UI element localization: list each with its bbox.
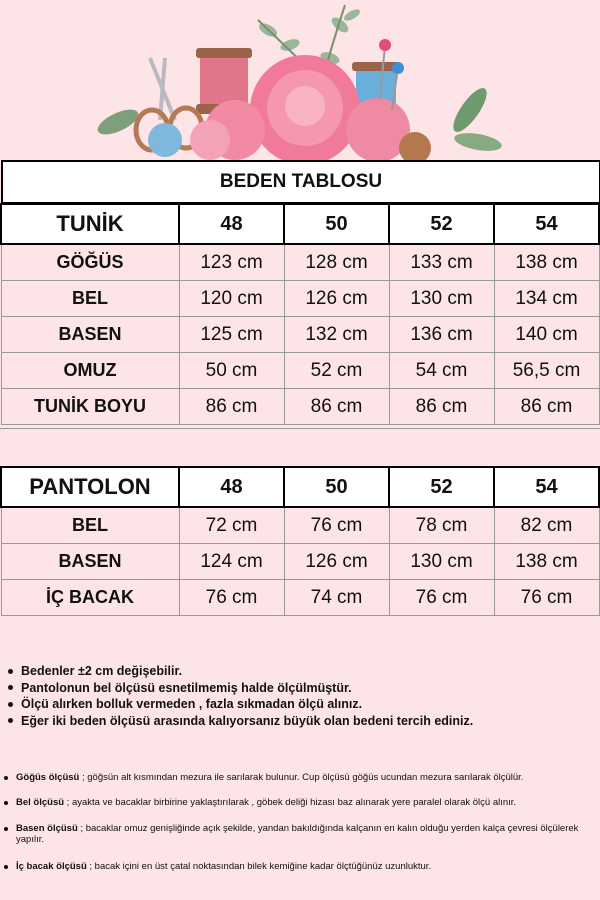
table-row [1, 507, 599, 544]
row-label: BASEN [1, 317, 179, 353]
table-cell: 123 cm [179, 244, 284, 281]
table-cell: 136 cm [389, 317, 494, 353]
definition-term: Göğüs ölçüsü [16, 772, 80, 783]
table-cell: 76 cm [179, 580, 284, 616]
table-cell: 78 cm [389, 507, 494, 544]
table-row [1, 244, 599, 281]
bullet-icon [8, 669, 13, 674]
table-cell: 74 cm [284, 580, 389, 616]
size-header: 48 [179, 467, 284, 507]
tunic-label: TUNİK [1, 204, 179, 244]
table-cell: 125 cm [179, 317, 284, 353]
list-item [8, 697, 473, 711]
bullet-icon [4, 776, 8, 780]
table-cell: 138 cm [494, 244, 599, 281]
definition-term: İç bacak ölçüsü [16, 861, 87, 872]
table-cell: 130 cm [389, 544, 494, 580]
table-cell: 76 cm [389, 580, 494, 616]
definition-text: ; ayakta ve bacaklar birbirine yaklaştırılarak , göbek deliği hizası baz alınarak yere paralel olarak ölçü alınır. [64, 797, 517, 808]
list-item [8, 664, 473, 678]
table-cell: 82 cm [494, 507, 599, 544]
row-label: OMUZ [1, 353, 179, 389]
table-row [1, 580, 599, 616]
definition-item [4, 823, 594, 845]
table-cell: 134 cm [494, 281, 599, 317]
trousers-label: PANTOLON [1, 467, 179, 507]
table-row [1, 544, 599, 580]
size-header: 52 [389, 204, 494, 244]
definition-text: ; bacak içini en üst çatal noktasından bilek kemiğine kadar ölçtüğünüz uzunluktur. [86, 861, 432, 872]
table-cell: 76 cm [494, 580, 599, 616]
table-cell: 124 cm [179, 544, 284, 580]
size-header: 50 [284, 204, 389, 244]
table-cell: 86 cm [494, 389, 599, 425]
table-cell: 126 cm [284, 281, 389, 317]
table-cell: 50 cm [179, 353, 284, 389]
table-cell: 128 cm [284, 244, 389, 281]
bullet-icon [4, 865, 8, 869]
bullet-icon [8, 685, 13, 690]
table-cell: 138 cm [494, 544, 599, 580]
definition-item [4, 861, 594, 872]
row-label: GÖĞÜS [1, 244, 179, 281]
definition-item [4, 772, 594, 783]
size-table-title: BEDEN TABLOSU [1, 160, 600, 204]
row-label: BEL [1, 281, 179, 317]
table-header-row [1, 204, 599, 244]
button-icon [148, 123, 182, 157]
table-cell: 120 cm [179, 281, 284, 317]
row-label: BASEN [1, 544, 179, 580]
table-cell: 130 cm [389, 281, 494, 317]
definition-text: ; göğsün alt kısmından mezura ile sarılarak bulunur. Cup ölçüsü göğüs ucundan mezura sarılarak ölçülür. [79, 772, 524, 783]
table-row [1, 281, 599, 317]
definition-term: Basen ölçüsü [16, 823, 78, 834]
row-label: BEL [1, 507, 179, 544]
definition-item [4, 797, 594, 808]
definition-text: ; bacaklar omuz genişliğinde açık şekilde, yandan bakıldığında kalçanın en kalın olduğu yerden kalça çevresi ölçülerek yapılır. [16, 823, 579, 845]
tunic-size-table [0, 203, 600, 425]
bullet-icon [8, 718, 13, 723]
row-label: İÇ BACAK [1, 580, 179, 616]
table-cell: 126 cm [284, 544, 389, 580]
row-label: TUNİK BOYU [1, 389, 179, 425]
bullet-icon [4, 827, 8, 831]
table-cell: 86 cm [389, 389, 494, 425]
bullet-icon [4, 801, 8, 805]
note-text: Bedenler ±2 cm değişebilir. [21, 664, 183, 678]
size-header: 52 [389, 467, 494, 507]
sewing-illustration [0, 0, 600, 160]
note-text: Ölçü alırken bolluk vermeden , fazla sıkmadan ölçü alınız. [21, 697, 363, 711]
size-header: 48 [179, 204, 284, 244]
table-row [1, 317, 599, 353]
size-header: 50 [284, 467, 389, 507]
note-text: Pantolonun bel ölçüsü esnetilmemiş halde ölçülmüştür. [21, 680, 352, 695]
table-cell: 86 cm [284, 389, 389, 425]
table-spacer [0, 428, 600, 467]
table-cell: 132 cm [284, 317, 389, 353]
size-header: 54 [494, 467, 599, 507]
table-cell: 140 cm [494, 317, 599, 353]
table-row [1, 353, 599, 389]
list-item [8, 681, 473, 695]
table-cell: 54 cm [389, 353, 494, 389]
table-cell: 52 cm [284, 353, 389, 389]
trousers-size-table [0, 466, 600, 616]
table-cell: 56,5 cm [494, 353, 599, 389]
size-header: 54 [494, 204, 599, 244]
table-cell: 133 cm [389, 244, 494, 281]
notes-list [8, 664, 473, 730]
list-item [8, 714, 473, 728]
note-text: Eğer iki beden ölçüsü arasında kalıyorsanız büyük olan bedeni tercih ediniz. [21, 713, 474, 728]
table-cell: 72 cm [179, 507, 284, 544]
table-cell: 86 cm [179, 389, 284, 425]
table-cell: 76 cm [284, 507, 389, 544]
bullet-icon [8, 702, 13, 707]
table-row [1, 389, 599, 425]
table-header-row [1, 467, 599, 507]
definition-term: Bel ölçüsü [16, 797, 65, 808]
